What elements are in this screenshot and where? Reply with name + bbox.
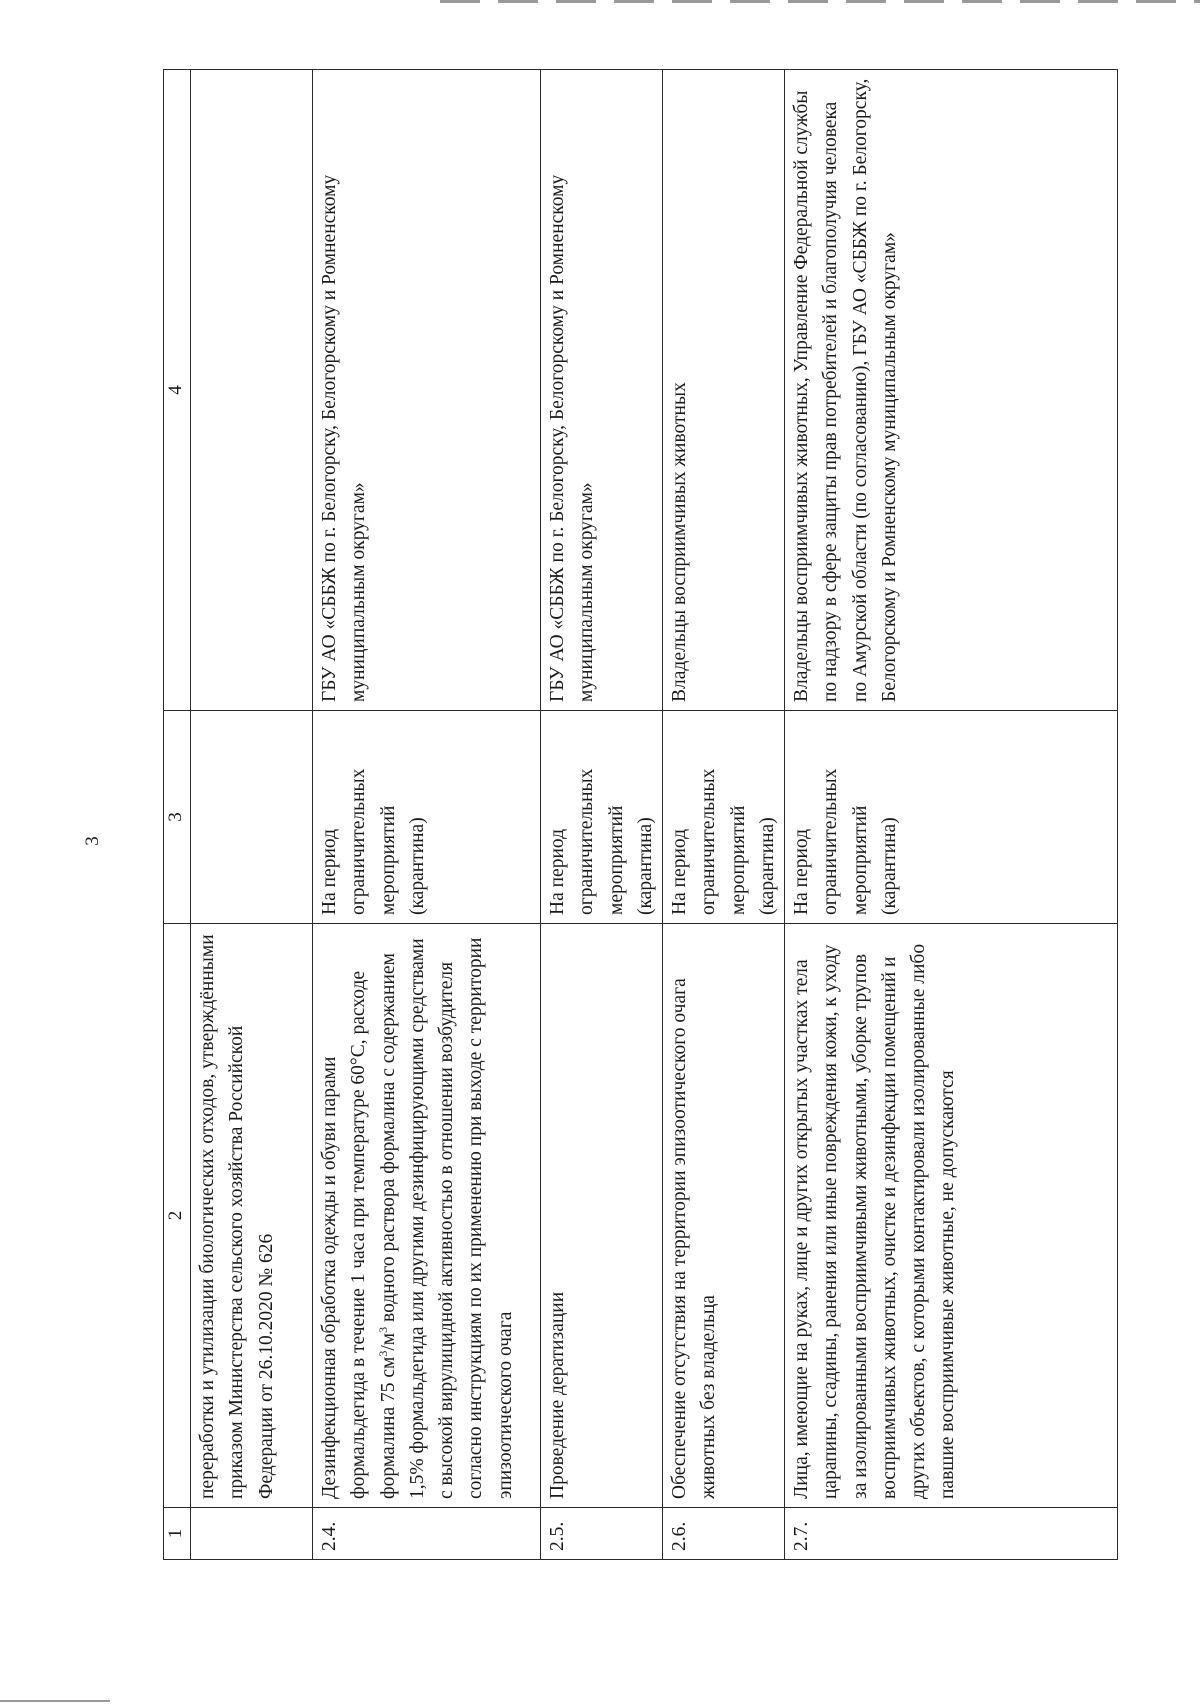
period-text: На период ограничительных мероприятий (карантина)	[541, 711, 663, 924]
table-row	[541, 70, 663, 1560]
page-number: 3	[82, 836, 103, 846]
row-number: 2.4.	[313, 1508, 541, 1560]
responsible-text: Владельцы восприимчивых животных	[663, 70, 785, 711]
scan-artifact-bottom	[0, 1700, 110, 1702]
row-number: 2.5.	[541, 1508, 663, 1560]
period-text: На период ограничительных мероприятий (карантина)	[663, 711, 785, 924]
measure-text: Проведение дератизации	[541, 924, 663, 1508]
measure-text: Дезинфекционная обработка одежды и обуви парами формальдегида в течение 1 часа при температуре 60°С, расходе формалина 75 $см^3/м^3$ водного раствора формалина с содержанием 1,5% формальдегида или другими дезинфицирующими средствами с высокой вирулицидной активностью в отношении возбудителя согласно инструкциям по их применению при выходе с территории эпизоотического очага	[313, 924, 541, 1508]
responsible-text: ГБУ АО «СББЖ по г. Белогорску, Белогорскому и Ромненскому муниципальным округам»	[541, 70, 663, 711]
row-number: 2.7.	[785, 1508, 1118, 1560]
responsible-text: ГБУ АО «СББЖ по г. Белогорску, Белогорскому и Ромненскому муниципальным округам»	[313, 70, 541, 711]
table-header-row	[164, 70, 191, 1560]
responsible-text: Владельцы восприимчивых животных, Управление Федеральной службы по надзору в сфере защиты прав потребителей и благополучия человека по Амурской области (по согласованию), ГБУ АО «СББЖ по г. Белогорску, Белогорскому и Ромненскому муниципальным округам»	[785, 70, 1118, 711]
measure-text: Лица, имеющие на руках, лице и других открытых участках тела царапины, ссадины, ранения или иные повреждения кожи, к уходу за изолированными восприимчивыми животными, уборке трупов восприимчивых животных, очистке и дезинфекции помещений и других объектов, с которыми контактировали изолированные либо павшие восприимчивые животные, не допускаются	[785, 924, 1118, 1508]
row-number: 2.6.	[663, 1508, 785, 1560]
scan-artifact-top	[440, 0, 1200, 3]
header-cell: 1	[164, 1508, 191, 1560]
table-row	[785, 70, 1118, 1560]
measure-text: переработки и утилизации биологических отходов, утверждёнными приказом Министерства сельского хозяйства Российской Федерации от 26.10.2020 № 626	[191, 924, 313, 1508]
measures-table	[163, 69, 1118, 1560]
responsible-text	[191, 70, 313, 711]
rotated-table-wrapper	[163, 70, 1118, 1560]
header-cell: 3	[164, 711, 191, 924]
table-row	[663, 70, 785, 1560]
header-cell: 2	[164, 924, 191, 1508]
header-cell: 4	[164, 70, 191, 711]
period-text	[191, 711, 313, 924]
measure-text: Обеспечение отсутствия на территории эпизоотического очага животных без владельца	[663, 924, 785, 1508]
period-text: На период ограничительных мероприятий (карантина)	[313, 711, 541, 924]
row-number	[191, 1508, 313, 1560]
period-text: На период ограничительных мероприятий (карантина)	[785, 711, 1118, 924]
table-row	[313, 70, 541, 1560]
table-row	[191, 70, 313, 1560]
